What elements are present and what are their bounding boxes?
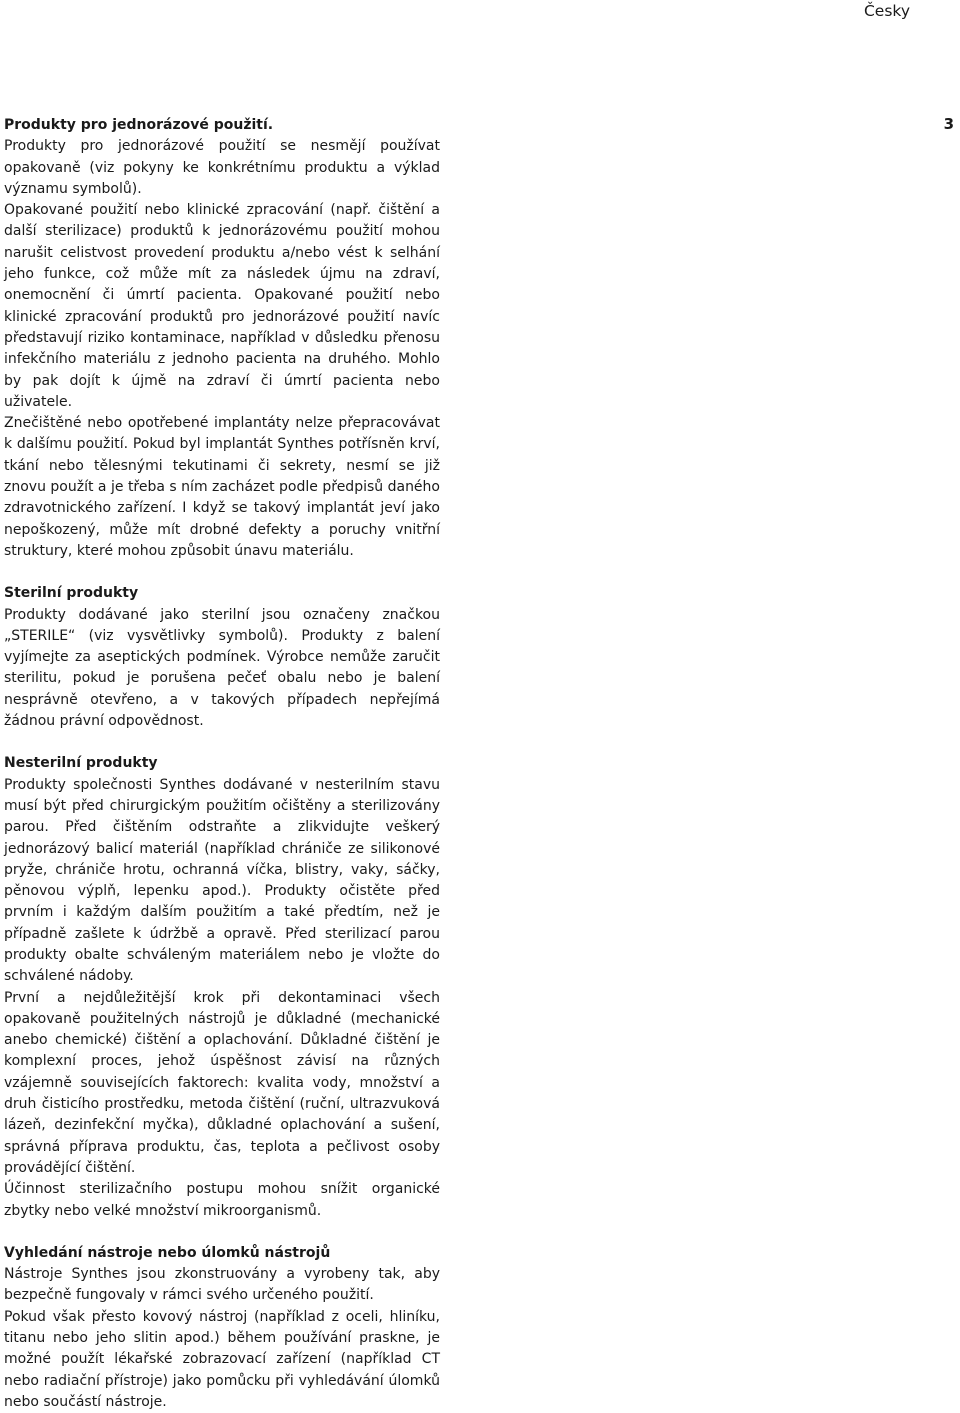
paragraph: Účinnost sterilizačního postupu mohou snížit organické zbytky nebo velké množství mikroorganismů.: [4, 1181, 440, 1219]
paragraph: Nástroje Synthes jsou zkonstruovány a vyrobeny tak, aby bezpečně fungovaly v rámci svého určeného použití.: [4, 1266, 440, 1304]
paragraph: První a nejdůležitější krok při dekontaminaci všech opakovaně použitelných nástrojů je důkladné (mechanické anebo chemické) čištění a oplachování. Důkladné čištění je komplexní proces, jehož úspěšnost závisí na různých vzájemně souvisejících faktorech: kvalita vody, množství a druh čisticího prostředku, metoda čištění (ruční, ultrazvuková lázeň, dezinfekční myčka), důkladné oplachování a sušení, správná příprava produktu, čas, teplota a pečlivost osoby provádějící čištění.: [4, 989, 440, 1176]
paragraph: Pokud však přesto kovový nástroj (například z oceli, hliníku, titanu nebo jeho slitin apod.) během používání praskne, je možné použít lékařské zobrazovací zařízení (například CT nebo radiační přístroje) jako pomůcku při vyhledávání úlomků nebo součástí nástroje.: [4, 1308, 440, 1410]
section-heading: Sterilní produkty: [4, 585, 139, 602]
paragraph: Opakované použití nebo klinické zpracování (např. čištění a další sterilizace) produktů k jednorázovému použití mohou narušit celistvost provedení produktu a/nebo vést k selhání jeho funkce, což může mít za následek újmu na zdraví, onemocnění či úmrtí pacienta. Opakované použití nebo klinické zpracování produktů pro jednorázové použití navíc představují riziko kontaminace, například v důsledku přenosu infekčního materiálu z jednoho pacienta na druhého. Mohlo by pak dojít k újmě na zdraví či úmrtí pacienta nebo uživatele.: [4, 202, 440, 410]
section-sterile-products: [4, 583, 440, 732]
paragraph: Produkty pro jednorázové použití se nesmějí používat opakovaně (viz pokyny ke konkrétnímu produktu a výklad významu symbolů).: [4, 138, 440, 197]
section-instrument-fragments: [4, 1243, 440, 1413]
paragraph: Produkty společnosti Synthes dodávané v nesterilním stavu musí být před chirurgickým použitím očištěny a sterilizovány parou. Před čištěním odstraňte a zlikvidujte veškerý jednorázový balicí materiál (například chrániče ze silikonové pryže, chrániče hrotu, ochranná víčka, blistry, vaky, sáčky, pěnovou výplň, lepenku apod.). Produkty očistěte před prvním i každým dalším použitím a také předtím, než je případně zašlete k údržbě a opravě. Před sterilizací parou produkty obalte schváleným materiálem nebo je vložte do schválené nádoby.: [4, 776, 440, 985]
section-single-use-products: [4, 115, 440, 562]
language-label: Česky: [863, 2, 910, 20]
paragraph: Produkty dodávané jako sterilní jsou označeny značkou „STERILE“ (viz vysvětlivky symbolů). Produkty z balení vyjímejte za aseptických podmínek. Výrobce nemůže zaručit sterilitu, pokud je porušena pečeť obalu nebo je balení nesprávně otevřeno, a v takových případech nepřejímá žádnou právní odpovědnost.: [4, 606, 440, 730]
text-column: [4, 115, 440, 1413]
section-heading: Vyhledání nástroje nebo úlomků nástrojů: [4, 1244, 331, 1261]
section-non-sterile-products: [4, 753, 440, 1222]
paragraph: Znečištěné nebo opotřebené implantáty nelze přepracovávat k dalšímu použití. Pokud byl implantát Synthes potřísněn krví, tkání nebo tělesnými tekutinami či sekrety, nesmí se již znovu použít a je třeba s ním zacházet podle předpisů daného zdravotnického zařízení. I když se takový implantát jeví jako nepoškozený, může mít drobné defekty a poruchy vnitřní struktury, které mohou způsobit únavu materiálu.: [4, 415, 440, 559]
section-heading: Nesterilní produkty: [4, 755, 158, 772]
section-heading: Produkty pro jednorázové použití.: [4, 117, 274, 133]
page-number: 3: [943, 115, 954, 133]
